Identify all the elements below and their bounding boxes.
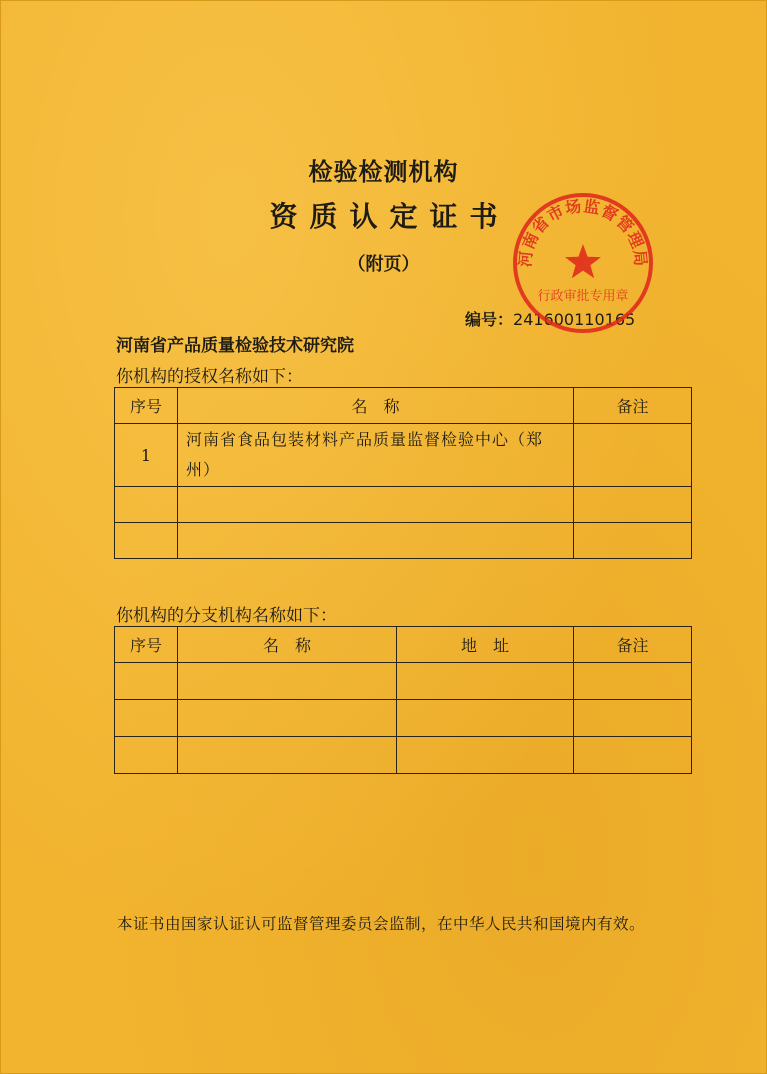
branch-names-table xyxy=(114,626,692,774)
authorized-names-table xyxy=(114,387,692,559)
row-address xyxy=(397,700,574,737)
column-header-note: 备注 xyxy=(574,627,692,663)
row-note xyxy=(574,523,692,559)
row-name xyxy=(178,737,397,774)
table-row xyxy=(115,424,692,487)
table-row xyxy=(115,487,692,523)
row-name xyxy=(178,523,574,559)
table-row xyxy=(115,663,692,700)
title-line-3: （附页） xyxy=(347,254,420,275)
column-header-name: 名 称 xyxy=(178,388,574,424)
row-no xyxy=(115,700,178,737)
row-no: 1 xyxy=(115,424,178,487)
row-note xyxy=(574,737,692,774)
title-line-2: 资质认定证书 xyxy=(269,200,510,233)
row-name xyxy=(178,700,397,737)
authorized-names-label: 你机构的授权名称如下： xyxy=(116,367,303,387)
branch-names-label: 你机构的分支机构名称如下： xyxy=(116,606,337,626)
table-header-row xyxy=(115,627,692,663)
validity-statement: 本证书由国家认证认可监督管理委员会监制，在中华人民共和国境内有效。 xyxy=(117,915,646,933)
title-line-1: 检验检测机构 xyxy=(308,158,459,186)
certificate-number-label: 编号： xyxy=(465,310,514,329)
row-name: 河南省食品包装材料产品质量监督检验中心（郑州） xyxy=(178,424,574,487)
table-row xyxy=(115,737,692,774)
column-header-note: 备注 xyxy=(574,388,692,424)
row-no xyxy=(115,737,178,774)
table-row xyxy=(115,700,692,737)
certificate-number-value: 241600110165 xyxy=(513,310,636,329)
column-header-no: 序号 xyxy=(115,627,178,663)
row-no xyxy=(115,487,178,523)
row-note xyxy=(574,700,692,737)
row-name xyxy=(178,487,574,523)
column-header-name: 名 称 xyxy=(178,627,397,663)
seal-bottom-text: 行政审批专用章 xyxy=(537,289,629,304)
organization-name: 河南省产品质量检验技术研究院 xyxy=(116,336,354,356)
column-header-no: 序号 xyxy=(115,388,178,424)
row-name xyxy=(178,663,397,700)
row-note xyxy=(574,424,692,487)
table-row xyxy=(115,523,692,559)
column-header-address: 地 址 xyxy=(397,627,574,663)
row-address xyxy=(397,663,574,700)
table-header-row xyxy=(115,388,692,424)
row-note xyxy=(574,663,692,700)
row-no xyxy=(115,663,178,700)
row-address xyxy=(397,737,574,774)
certificate-number xyxy=(465,307,635,330)
seal-top-text: 河南省市场监督管理局 xyxy=(515,196,651,268)
row-no xyxy=(115,523,178,559)
row-note xyxy=(574,487,692,523)
